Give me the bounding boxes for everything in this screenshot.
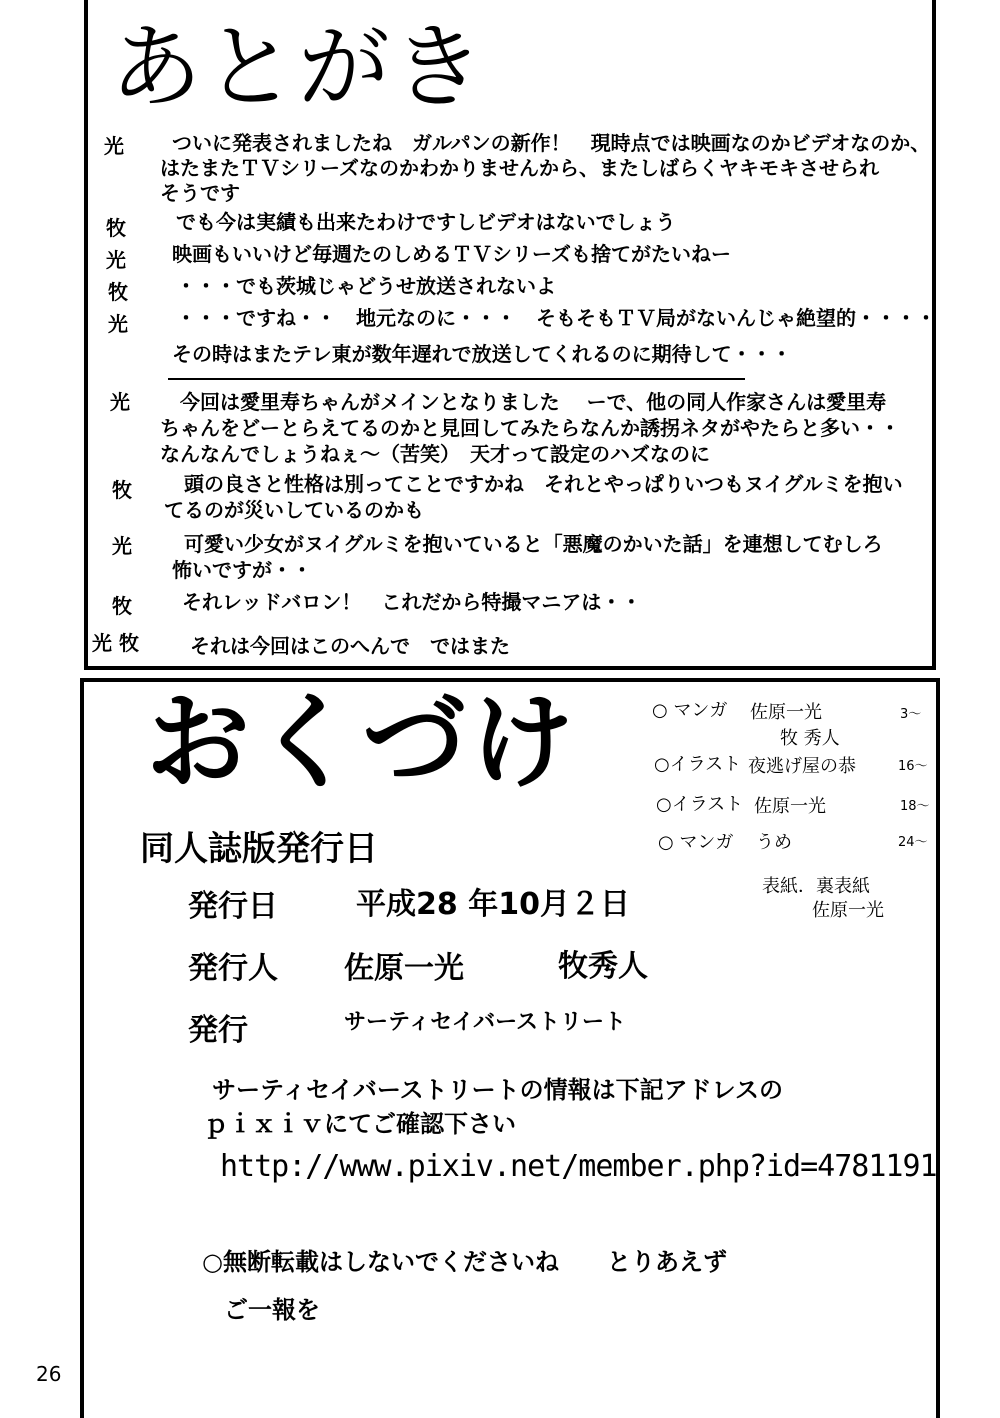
issuer-value: サーティセイバーストリート <box>344 1010 627 1035</box>
speaker-label: 光 <box>110 390 130 414</box>
dialogue-line: 怖いですが・・ <box>172 558 312 582</box>
dialogue-line: 今回は愛里寿ちゃんがメインとなりました ーで、他の同人作家さんは愛里寿 <box>180 390 887 414</box>
page-number: 26 <box>36 1362 62 1386</box>
date-value: 平成28 年10月２日 <box>356 887 630 922</box>
notice-line: ○無断転載はしないでくださいね とりあえず <box>202 1248 727 1276</box>
notice-line: ご一報を <box>224 1296 320 1324</box>
speaker-label: 牧 <box>106 216 126 240</box>
dialogue-line: 可愛い少女がヌイグルミを抱いていると「悪魔のかいた話」を連想してむしろ <box>184 532 883 556</box>
colophon-title: おくづけ <box>146 681 579 803</box>
credit-page: 24～ <box>898 835 928 850</box>
credit-name: 牧 秀人 <box>780 728 840 749</box>
dialogue-line: そうです <box>160 181 240 205</box>
dialogue-line: でも今は実績も出来たわけですしビデオはないでしょう <box>176 210 676 234</box>
cover-label: 表紙．裏表紙 <box>762 876 870 897</box>
credit-page: 18～ <box>900 799 930 814</box>
info-line: ｐｉｘｉｖにてご確認下さい <box>204 1110 516 1138</box>
speaker-label: 光 <box>104 134 124 158</box>
afterword-title: あとがき <box>110 14 487 121</box>
dialogue-line: 頭の良さと性格は別ってことですかね それとやっぱりいつもヌイグルミを抱い <box>184 472 903 496</box>
credit-name: 佐原一光 <box>754 796 826 817</box>
credit-page: 3～ <box>900 707 922 722</box>
dialogue-line: ・・・でも茨城じゃどうせ放送されないよ <box>176 274 556 298</box>
date-label: 発行日 <box>188 889 278 924</box>
publisher-name: 牧秀人 <box>558 949 648 984</box>
speaker-label: 光 <box>106 248 126 272</box>
dialogue-line: ちゃんをどーとらえてるのかと見回してみたらなんか誘拐ネタがやたらと多い・・ <box>160 416 900 440</box>
credit-name: 夜逃げ屋の恭 <box>748 756 856 777</box>
pixiv-url[interactable]: http://www.pixiv.net/member.php?id=4781191 <box>220 1149 937 1184</box>
speaker-label: 光 牧 <box>92 631 139 655</box>
dialogue-line: その時はまたテレ東が数年遅れで放送してくれるのに期待して・・・ <box>172 342 792 366</box>
dialogue-line: ・・・ですね・・ 地元なのに・・・ そもそもＴＶ局がないんじゃ絶望的・・・・ <box>176 306 936 330</box>
edition-heading: 同人誌版発行日 <box>140 829 378 869</box>
issuer-label: 発行 <box>188 1013 248 1048</box>
credit-name: 佐原一光 <box>750 702 822 723</box>
credit-role: ○ マンガ <box>658 832 734 853</box>
credit-role: ○ マンガ <box>652 700 728 721</box>
credit-page: 16～ <box>898 759 928 774</box>
dialogue-line: ついに発表されましたね ガルパンの新作！ 現時点では映画なのかビデオなのか、 <box>172 131 931 155</box>
publisher-label: 発行人 <box>188 951 278 986</box>
speaker-label: 牧 <box>108 280 128 304</box>
dialogue-line: てるのが災いしているのかも <box>164 498 424 522</box>
publisher-name: 佐原一光 <box>344 951 464 986</box>
speaker-label: 牧 <box>112 594 132 618</box>
speaker-label: 光 <box>112 534 132 558</box>
section-divider <box>168 378 745 380</box>
info-line: サーティセイバーストリートの情報は下記アドレスの <box>212 1076 783 1104</box>
speaker-label: 光 <box>108 312 128 336</box>
cover-name: 佐原一光 <box>812 900 884 921</box>
dialogue-line: 映画もいいけど毎週たのしめるＴＶシリーズも捨てがたいねー <box>172 242 731 266</box>
dialogue-line: それレッドバロン！ これだから特撮マニアは・・ <box>182 590 642 614</box>
dialogue-line: はたまたＴＶシリーズなのかわかりませんから、またしばらくヤキモキさせられ <box>160 156 879 180</box>
credit-role: ○イラスト <box>654 754 742 775</box>
credit-name: うめ <box>756 832 792 853</box>
speaker-label: 牧 <box>112 478 132 502</box>
credit-role: ○イラスト <box>656 794 744 815</box>
dialogue-line: なんなんでしょうねぇ～（苦笑） 天才って設定のハズなのに <box>160 442 710 466</box>
dialogue-line: それは今回はこのへんで ではまた <box>190 634 510 658</box>
